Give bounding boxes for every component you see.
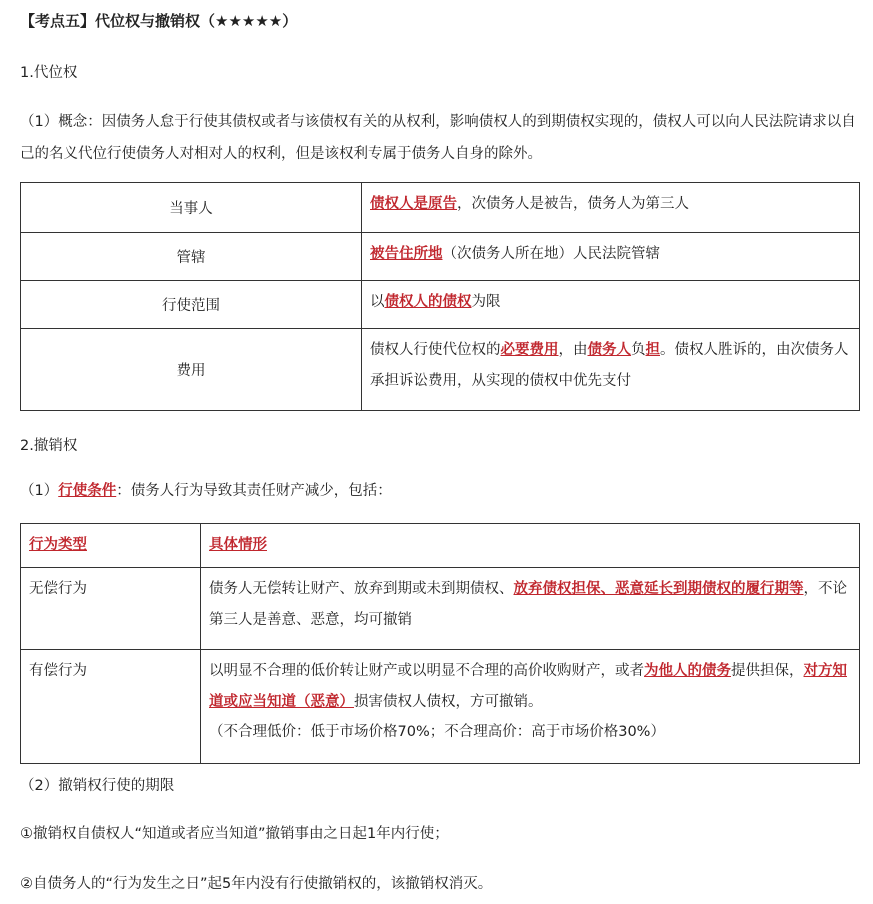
row-content bbox=[362, 183, 860, 233]
row-content bbox=[362, 281, 860, 329]
price-note: （不合理低价：低于市场价格70%；不合理高价：高于市场价格30%） bbox=[209, 724, 665, 740]
row-label: 无偿行为 bbox=[21, 568, 201, 650]
row-label: 有偿行为 bbox=[21, 650, 201, 764]
row-label: 费用 bbox=[21, 329, 362, 411]
condition-text: ：债务人行为导致其责任财产减少，包括： bbox=[116, 483, 392, 499]
revocation-condition bbox=[20, 479, 860, 500]
period-item-2: ②自债务人的“行为发生之日”起5年内没有行使撤销权的，该撤销权消灭。 bbox=[20, 876, 493, 892]
row-content bbox=[201, 650, 860, 764]
row-label: 行使范围 bbox=[21, 281, 362, 329]
cell-text: 为限 bbox=[471, 294, 501, 310]
cell-text: 以 bbox=[370, 294, 385, 310]
cell-text: 债权人行使代位权的 bbox=[370, 342, 501, 358]
revocation-table bbox=[20, 523, 860, 764]
condition-prefix: （1） bbox=[20, 483, 59, 499]
table-row bbox=[21, 650, 860, 764]
row-content bbox=[362, 233, 860, 281]
cell-text: （次债务人所在地）人民法院管辖 bbox=[442, 246, 660, 262]
highlight-text: 被告住所地 bbox=[370, 246, 443, 262]
concept-paragraph: （1）概念：因债务人怠于行使其债权或者与该债权有关的从权利，影响债权人的到期债权实现的，债权人可以向人民法院请求以自己的名义代位行使债务人对相对人的权利，但是该权利专属于债务人自身的除外。 bbox=[20, 114, 856, 162]
cell-text: ，次债务人是被告，债务人为第三人 bbox=[457, 196, 689, 212]
table-row bbox=[21, 329, 860, 411]
highlight-text: 为他人的债务 bbox=[644, 663, 731, 679]
cell-text: ，不论第三人是善意、恶意，均可撤销 bbox=[209, 581, 847, 628]
highlight-text: 担 bbox=[645, 342, 660, 358]
cell-text: 以明显不合理的低价转让财产或以明显不合理的高价收购财产，或者 bbox=[209, 663, 644, 679]
highlight-text: 放弃债权担保、恶意延长到期债权的履行期等 bbox=[513, 581, 804, 597]
highlight-text: 债权人的债权 bbox=[384, 294, 472, 310]
table-row bbox=[21, 568, 860, 650]
row-content bbox=[201, 568, 860, 650]
table-row bbox=[21, 233, 860, 281]
row-label: 管辖 bbox=[21, 233, 362, 281]
header-behavior-type: 行为类型 bbox=[29, 537, 87, 553]
header-details: 具体情形 bbox=[209, 537, 267, 553]
page-title: 【考点五】代位权与撤销权（★★★★★） bbox=[20, 12, 298, 30]
row-label: 当事人 bbox=[21, 183, 362, 233]
highlight-text: 对方知道或应当知道（恶意） bbox=[209, 663, 847, 710]
cell-text: 债务人无偿转让财产、放弃到期或未到期债权、 bbox=[209, 581, 514, 597]
table-row bbox=[21, 183, 860, 233]
section-heading-revocation: 2.撤销权 bbox=[20, 438, 78, 454]
revocation-period-heading: （2）撤销权行使的期限 bbox=[20, 778, 175, 794]
highlight-text: 债权人是原告 bbox=[370, 196, 457, 212]
condition-highlight: 行使条件 bbox=[58, 483, 117, 499]
table-row bbox=[21, 281, 860, 329]
row-content bbox=[362, 329, 860, 411]
subrogation-table bbox=[20, 182, 860, 411]
cell-text: 损害债权人债权，方可撤销。 bbox=[354, 694, 543, 710]
cell-text: ，由 bbox=[558, 342, 588, 358]
section-heading-subrogation: 1.代位权 bbox=[20, 65, 78, 81]
highlight-text: 必要费用 bbox=[500, 342, 559, 358]
period-item-1: ①撤销权自债权人“知道或者应当知道”撤销事由之日起1年内行使； bbox=[20, 826, 449, 842]
cell-text: 提供担保， bbox=[731, 663, 804, 679]
cell-text: 。债权人胜诉的，由次债务人承担诉讼费用，从实现的债权中优先支付 bbox=[370, 342, 849, 389]
table-header-row bbox=[21, 524, 860, 568]
highlight-text: 债务人 bbox=[587, 342, 631, 358]
cell-text: 负 bbox=[631, 342, 646, 358]
